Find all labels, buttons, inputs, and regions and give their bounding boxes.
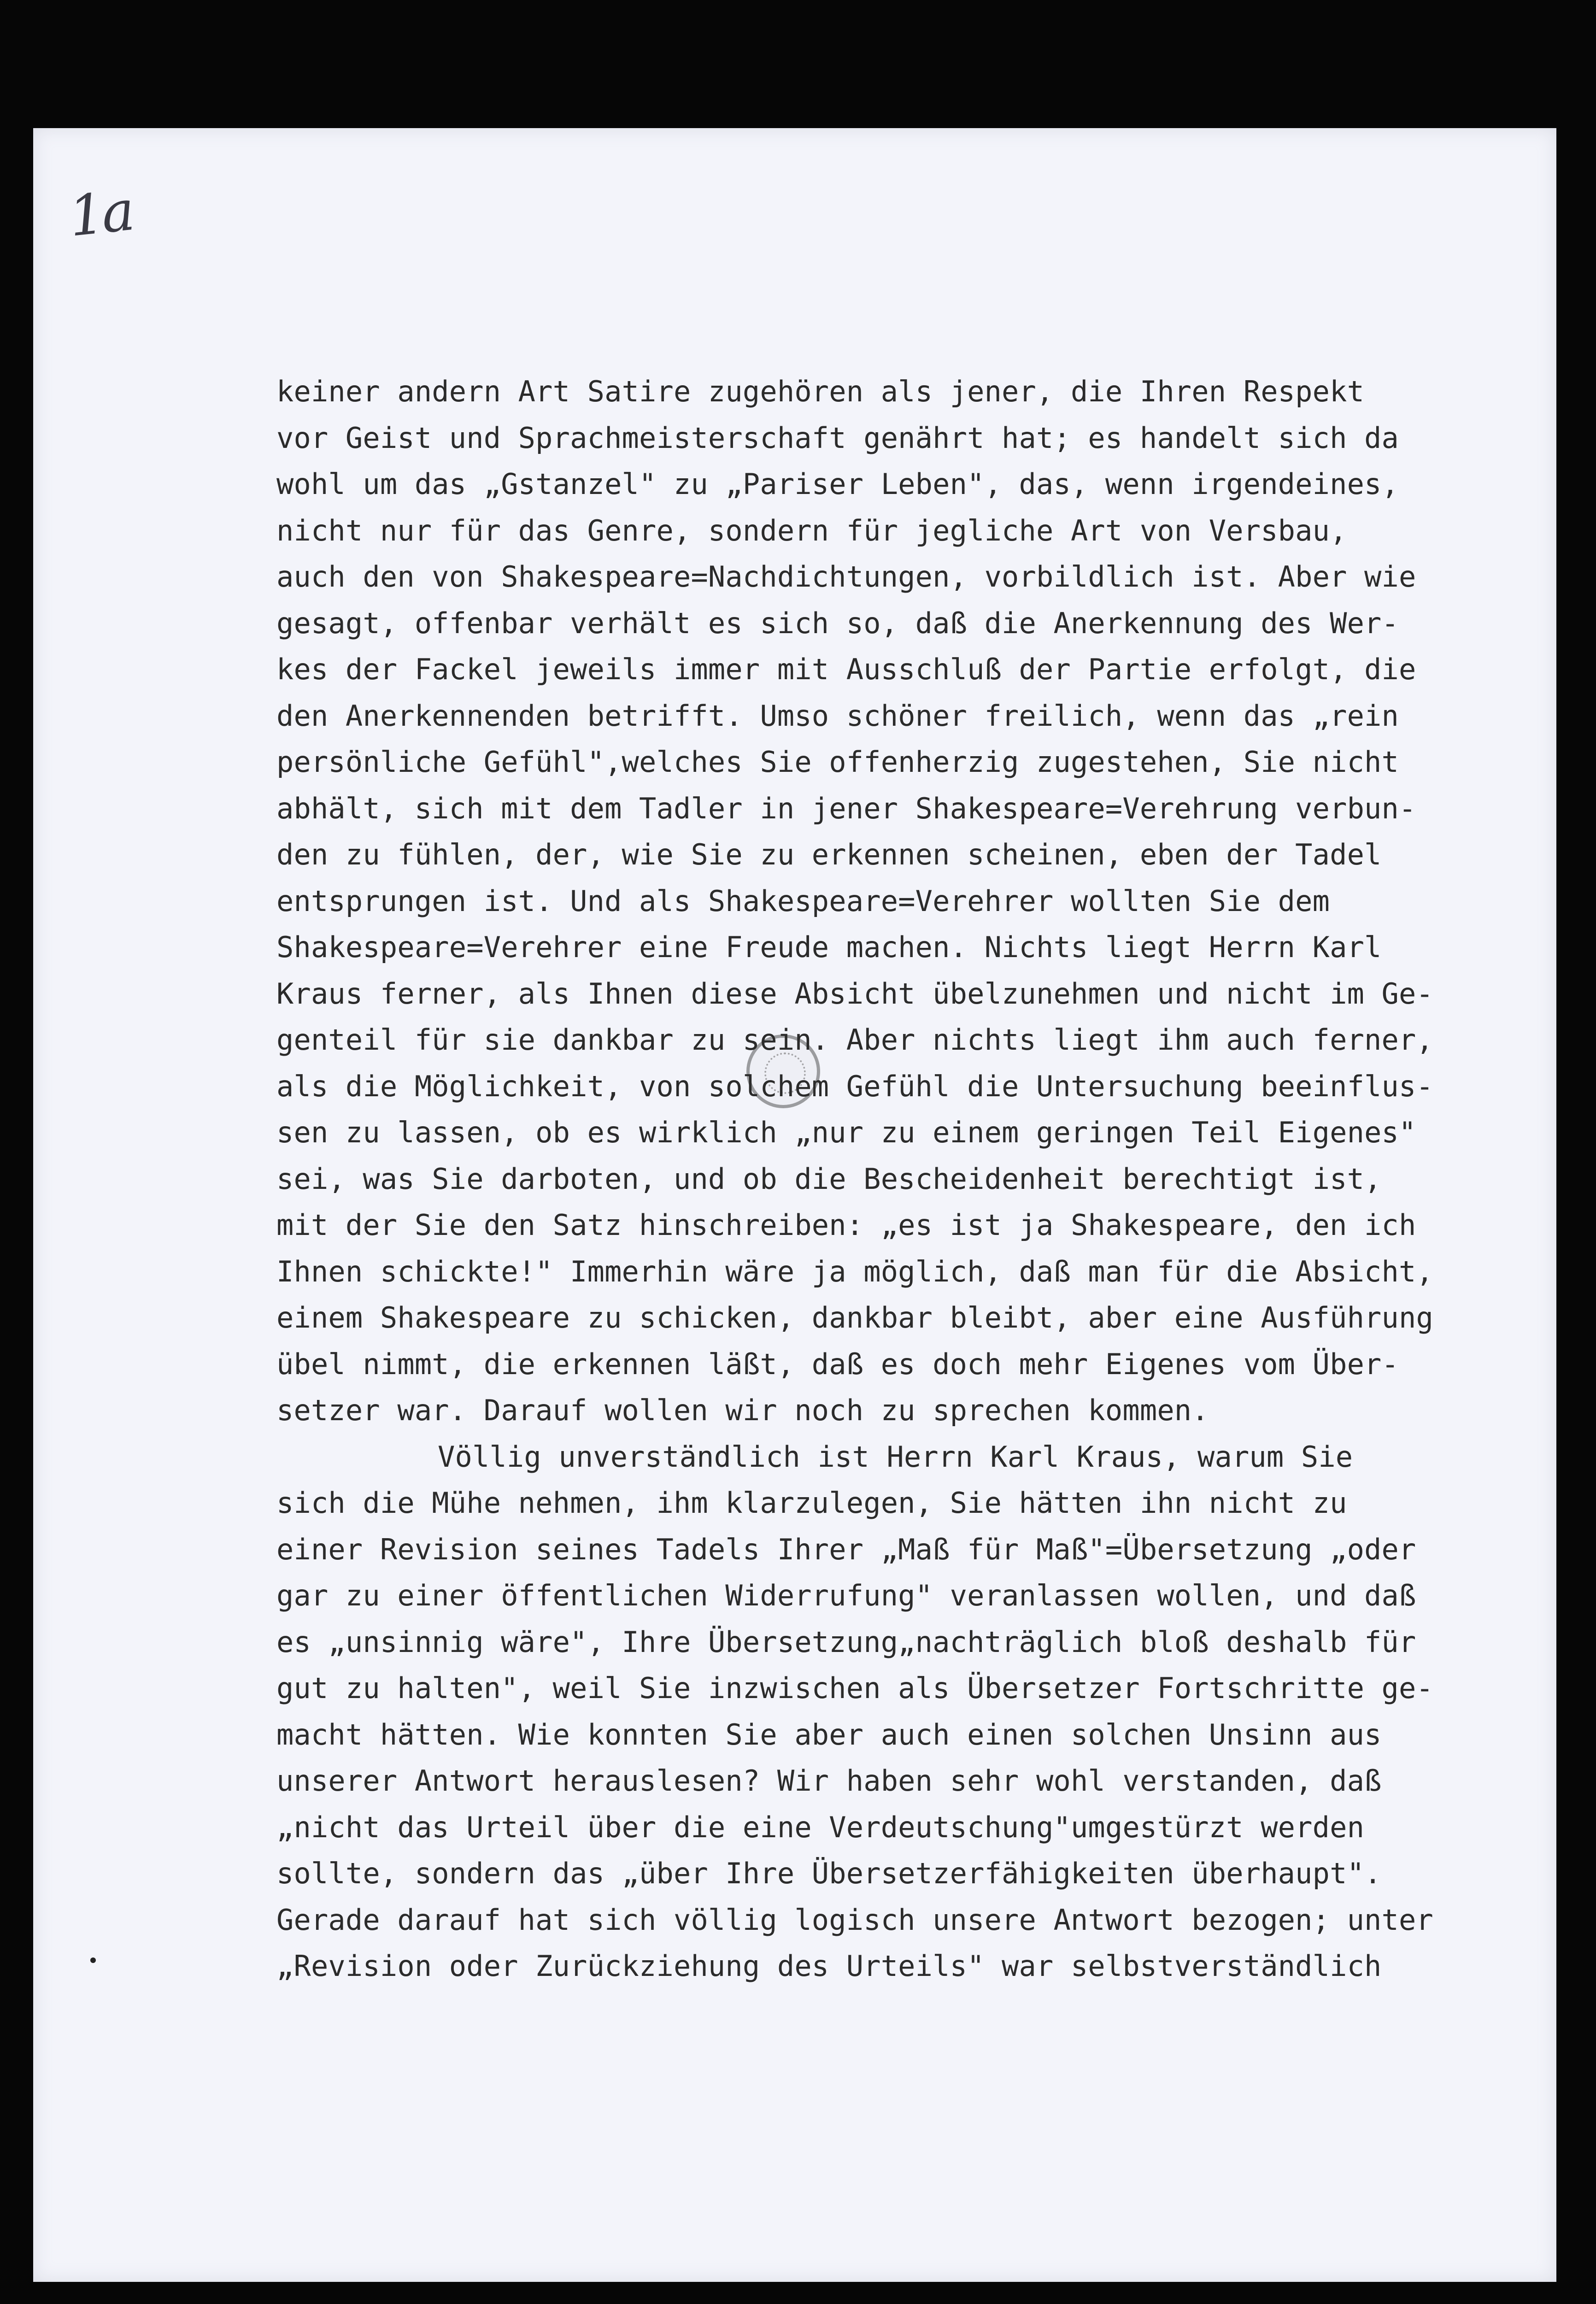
- text-line: den Anerkennenden betrifft. Umso schöner freilich, wenn das „rein: [276, 699, 1399, 733]
- handwritten-page-number: 1a: [66, 179, 135, 249]
- text-line: als die Möglichkeit, von solchem Gefühl die Untersuchung beeinflus-: [276, 1069, 1433, 1103]
- text-line: genteil für sie dankbar zu sein. Aber nichts liegt ihm auch ferner,: [276, 1023, 1433, 1057]
- text-line: sich die Mühe nehmen, ihm klarzulegen, Sie hätten ihn nicht zu: [276, 1486, 1347, 1520]
- text-line: „Revision oder Zurückziehung des Urteils" war selbstverständlich: [276, 1949, 1382, 1983]
- text-line: sollte, sondern das „über Ihre Übersetzerfähigkeiten überhaupt".: [276, 1857, 1382, 1890]
- text-line: gesagt, offenbar verhält es sich so, daß die Anerkennung des Wer-: [276, 606, 1399, 640]
- text-line: gar zu einer öffentlichen Widerrufung" veranlassen wollen, und daß: [276, 1579, 1416, 1612]
- text-line: Kraus ferner, als Ihnen diese Absicht übelzunehmen und nicht im Ge-: [276, 976, 1433, 1011]
- text-line: vor Geist und Sprachmeisterschaft genährt hat; es handelt sich da: [276, 421, 1399, 455]
- text-line: persönliche Gefühl",welches Sie offenherzig zugestehen, Sie nicht: [276, 745, 1399, 779]
- text-line: unserer Antwort herauslesen? Wir haben sehr wohl verstanden, daß: [276, 1764, 1382, 1798]
- letter-body: [276, 369, 1567, 1990]
- text-line: Völlig unverständlich ist Herrn Karl Kraus, warum Sie: [438, 1440, 1353, 1474]
- text-line: macht hätten. Wie konnten Sie aber auch einen solchen Unsinn aus: [276, 1717, 1382, 1752]
- text-line: abhält, sich mit dem Tadler in jener Shakespeare=Verehrung verbun-: [276, 791, 1416, 825]
- text-line: einer Revision seines Tadels Ihrer „Maß für Maß"=Übersetzung „oder: [276, 1532, 1416, 1566]
- margin-mark: [90, 1957, 96, 1963]
- text-line: Shakespeare=Verehrer eine Freude machen. Nichts liegt Herrn Karl: [276, 930, 1382, 964]
- text-line: Ihnen schickte!" Immerhin wäre ja möglich, daß man für die Absicht,: [276, 1254, 1433, 1288]
- text-line: „nicht das Urteil über die eine Verdeutschung"umgestürzt werden: [276, 1810, 1365, 1844]
- text-line: gut zu halten", weil Sie inzwischen als Übersetzer Fortschritte ge-: [276, 1671, 1433, 1705]
- text-line: einem Shakespeare zu schicken, dankbar bleibt, aber eine Ausführung: [276, 1301, 1433, 1334]
- text-line: es „unsinnig wäre", Ihre Übersetzung„nachträglich bloß deshalb für: [276, 1625, 1416, 1659]
- text-line: den zu fühlen, der, wie Sie zu erkennen scheinen, eben der Tadel: [276, 838, 1382, 871]
- text-line: kes der Fackel jeweils immer mit Ausschluß der Partie erfolgt, die: [276, 652, 1416, 686]
- text-line: setzer war. Darauf wollen wir noch zu sprechen kommen.: [276, 1393, 1209, 1427]
- text-line: Gerade darauf hat sich völlig logisch unsere Antwort bezogen; unter: [276, 1903, 1433, 1937]
- text-line: nicht nur für das Genre, sondern für jegliche Art von Versbau,: [276, 513, 1347, 547]
- text-line: wohl um das „Gstanzel" zu „Pariser Leben", das, wenn irgendeines,: [276, 467, 1399, 501]
- text-line: sei, was Sie darboten, und ob die Bescheidenheit berechtigt ist,: [276, 1162, 1382, 1196]
- text-line: sen zu lassen, ob es wirklich „nur zu einem geringen Teil Eigenes": [276, 1116, 1416, 1149]
- text-line: übel nimmt, die erkennen läßt, daß es doch mehr Eigenes vom Über-: [276, 1347, 1399, 1381]
- text-line: entsprungen ist. Und als Shakespeare=Verehrer wollten Sie dem: [276, 884, 1330, 918]
- text-line: mit der Sie den Satz hinschreiben: „es ist ja Shakespeare, den ich: [276, 1208, 1416, 1242]
- text-line: auch den von Shakespeare=Nachdichtungen, vorbildlich ist. Aber wie: [276, 560, 1416, 594]
- text-line: keiner andern Art Satire zugehören als jener, die Ihren Respekt: [276, 375, 1365, 408]
